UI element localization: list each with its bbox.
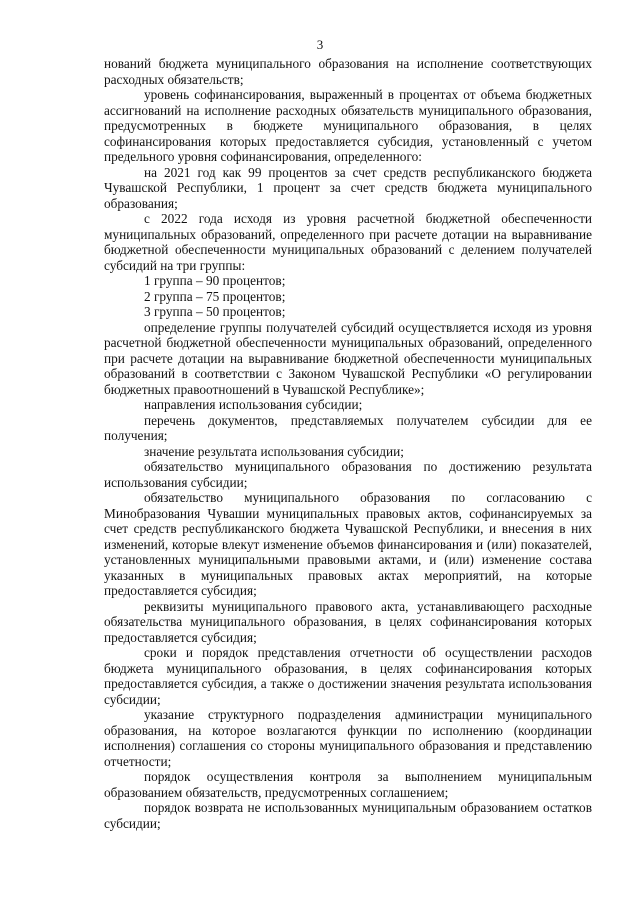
paragraph: обязательство муниципального образования по достижению результата использования субсидии;	[104, 459, 592, 490]
paragraph: уровень софинансирования, выраженный в процентах от объема бюджетных ассигнований на исполнение расходных обязательств муниципального образования, предусмотренных в бюджете муниципального образования, в целях софинансирования которых предоставляется субсидия, установленный с учетом предельного уровня софинансирования, определенного:	[104, 87, 592, 164]
paragraph: нований бюджета муниципального образования на исполнение соответствующих расходных обязательств;	[104, 56, 592, 87]
page-number: 3	[316, 37, 324, 52]
paragraph: перечень документов, представляемых получателем субсидии для ее получения;	[104, 412, 592, 443]
paragraph: сроки и порядок представления отчетности об осуществлении расходов бюджета муниципального образования, в целях софинансирования которых предоставляется субсидия, а также о достижении значения результата использования субсидии;	[104, 645, 592, 707]
paragraph: указание структурного подразделения администрации муниципального образования, на которое возлагаются функции по исполнению (координации исполнения) соглашения со стороны муниципального образования и представлению отчетности;	[104, 707, 592, 769]
paragraph: порядок осуществления контроля за выполнением муниципальным образованием обязательств, предусмотренных соглашением;	[104, 769, 592, 800]
paragraph: с 2022 года исходя из уровня расчетной бюджетной обеспеченности муниципальных образований, определенного при расчете дотации на выравнивание бюджетной обеспеченности муниципальных образований с делением получателей субсидий на три группы:	[104, 211, 592, 273]
body-text	[104, 56, 592, 831]
paragraph: порядок возврата не использованных муниципальным образованием остатков субсидии;	[104, 800, 592, 831]
paragraph: направления использования субсидии;	[144, 397, 363, 412]
list-item: 2 группа – 75 процентов;	[144, 288, 286, 304]
list-item: 3 группа – 50 процентов;	[144, 304, 286, 319]
paragraph: значение результата использования субсидии;	[144, 443, 404, 459]
list-item: 1 группа – 90 процентов;	[144, 273, 286, 288]
paragraph: обязательство муниципального образования по согласованию с Минобразования Чувашии муниципальных правовых актов, софинансируемых за счет средств республиканского бюджета Чувашской Республики, и внесения в них изменений, которые влекут изменение объемов финансирования и (или) показателей, установленных муниципальными правовыми актами, и (или) изменение состава указанных в муниципальных правовых актах мероприятий, на которые предоставляется субсидия;	[104, 490, 592, 598]
paragraph: определение группы получателей субсидий осуществляется исходя из уровня расчетной бюджетной обеспеченности муниципальных образований, определенного при расчете дотации на выравнивание бюджетной обеспеченности муниципальных образований в соответствии с Законом Чувашской Республики «О регулировании бюджетных правоотношений в Чувашской Республике»;	[104, 319, 592, 397]
paragraph: на 2021 год как 99 процентов за счет средств республиканского бюджета Чувашской Республики, 1 процент за счет средств бюджета муниципального образования;	[104, 164, 592, 211]
paragraph: реквизиты муниципального правового акта, устанавливающего расходные обязательства муниципального образования, в целях софинансирования которых предоставляется субсидия;	[104, 598, 592, 645]
